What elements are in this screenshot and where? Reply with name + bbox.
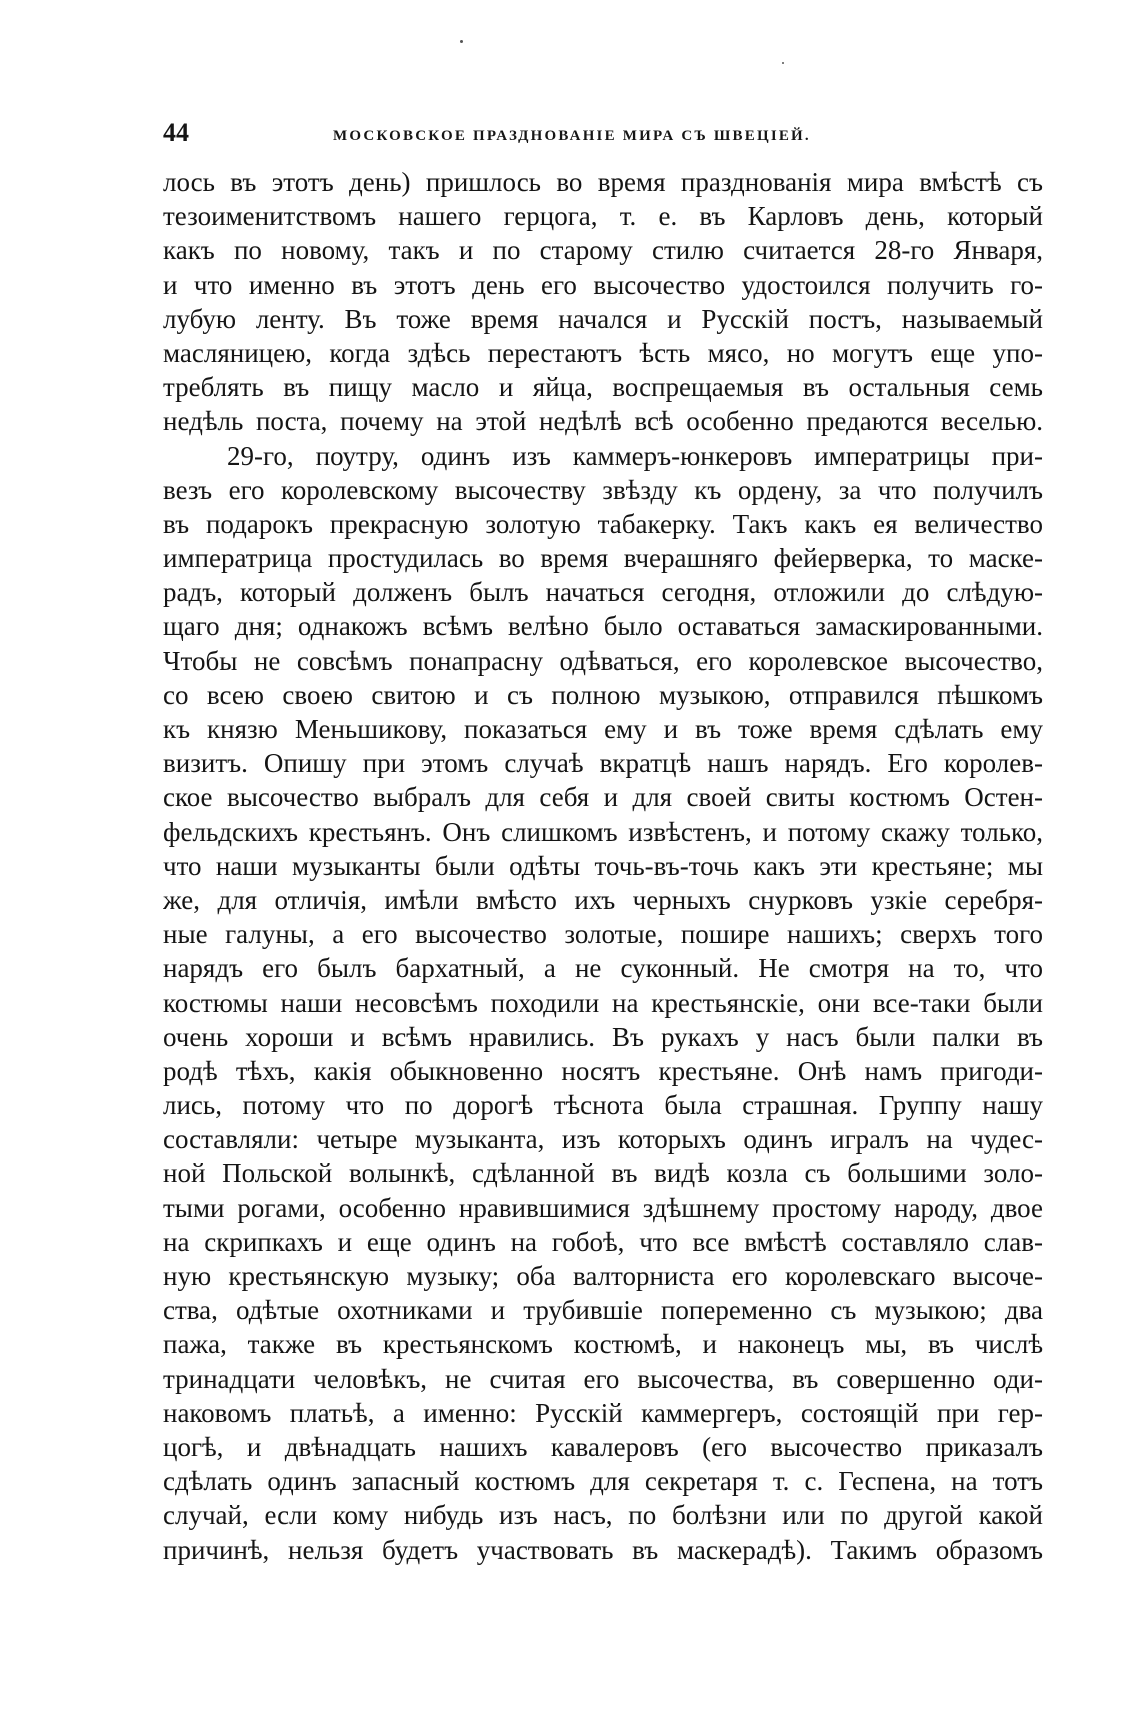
text-line: въ подарокъ прекрасную золотую табакерку. Такъ какъ ея величество <box>163 508 1043 539</box>
text-line: пажа, также въ крестьянскомъ костюмѣ, и наконецъ мы, въ числѣ <box>163 1329 1043 1360</box>
text-line: составляли: четыре музыканта, изъ которыхъ одинъ игралъ на чудес- <box>163 1124 1043 1155</box>
text-line: наковомъ платьѣ, а именно: Русскій каммергеръ, состоящій при гер- <box>163 1397 1043 1428</box>
text-line: на скрипкахъ и еще одинъ на гобоѣ, что все вмѣстѣ составляло слав- <box>163 1226 1043 1257</box>
running-title: МОСКОВСКОЕ ПРАЗДНОВАНІЕ МИРА СЪ ШВЕЦІЕЙ. <box>333 128 811 144</box>
text-line: тыми рогами, особенно нравившимися здѣшнему простому народу, двое <box>163 1192 1043 1223</box>
text-line: треблять въ пищу масло и яйца, воспрещаемыя въ остальныя семь <box>163 372 1043 403</box>
page-number: 44 <box>163 118 189 147</box>
text-line: къ князю Меньшикову, показаться ему и въ тоже время сдѣлать ему <box>163 714 1043 744</box>
ink-speck <box>460 40 463 43</box>
text-line: причинѣ, нельзя будетъ участвовать въ маскерадѣ). Такимъ образомъ <box>163 1534 1043 1565</box>
text-line: ское высочество выбралъ для себя и для своей свиты костюмъ Остен- <box>163 782 1043 813</box>
text-line: лись, потому что по дорогѣ тѣснота была страшная. Группу нашу <box>163 1090 1043 1121</box>
text-line: везъ его королевскому высочеству звѣзду къ ордену, за что получилъ <box>163 474 1043 505</box>
text-line: Чтобы не совсѣмъ понапрасну одѣваться, его королевское высочество, <box>163 645 1043 676</box>
text-line: родѣ тѣхъ, какія обыкновенно носятъ крестьяне. Онѣ намъ пригоди- <box>163 1055 1043 1086</box>
text-line: ства, одѣтые охотниками и трубившіе попеременно съ музыкою; два <box>163 1295 1043 1326</box>
text-line: ную крестьянскую музыку; оба валторниста его королевскаго высоче- <box>163 1261 1043 1291</box>
text-line: со всею своею свитою и съ полною музыкою, отправился пѣшкомъ <box>163 679 1043 710</box>
body-text <box>163 165 1043 1567</box>
text-line: недѣль поста, почему на этой недѣлѣ всѣ особенно предаются веселью. <box>163 406 1043 437</box>
text-line: цогѣ, и двѣнадцать нашихъ кавалеровъ (его высочество приказалъ <box>163 1431 1043 1462</box>
text-line: радъ, который долженъ былъ начаться сегодня, отложили до слѣдую- <box>163 577 1043 608</box>
page-header <box>163 118 973 152</box>
text-line: очень хороши и всѣмъ нравились. Въ рукахъ у насъ были палки въ <box>163 1021 1043 1052</box>
text-line: что наши музыканты были одѣты точь-въ-точь какъ эти крестьяне; мы <box>163 850 1043 881</box>
text-line: императрица простудилась во время вчерашняго фейерверка, то маске- <box>163 543 1043 574</box>
text-line: тезоименитствомъ нашего герцога, т. е. въ Карловъ день, который <box>163 201 1043 232</box>
text-line: сдѣлать одинъ запасный костюмъ для секретаря т. с. Геспена, на тотъ <box>163 1466 1043 1497</box>
text-line: лубую ленту. Въ тоже время начался и Русскій постъ, называемый <box>163 303 1043 334</box>
text-line: случай, если кому нибудь изъ насъ, по болѣзни или по другой какой <box>163 1500 1043 1531</box>
text-line: лось въ этотъ день) пришлось во время празднованія мира вмѣстѣ съ <box>163 167 1043 197</box>
text-line: масляницею, когда здѣсь перестаютъ ѣсть мясо, но могутъ еще упо- <box>163 337 1043 368</box>
text-line: костюмы наши несовсѣмъ походили на крестьянскіе, они все-таки были <box>163 987 1043 1018</box>
ink-speck <box>782 62 784 64</box>
text-line: и что именно въ этотъ день его высочество удостоился получить го- <box>163 269 1043 300</box>
text-line: ной Польской волынкѣ, сдѣланной въ видѣ козла съ большими золо- <box>163 1158 1043 1189</box>
text-line: же, для отличія, имѣли вмѣсто ихъ черныхъ снурковъ узкіе серебря- <box>163 884 1043 915</box>
text-line: щаго дня; однакожъ всѣмъ велѣно было оставаться замаскированными. <box>163 611 1043 642</box>
paragraph-start-line: 29-го, поутру, одинъ изъ каммеръ-юнкеровъ императрицы при- <box>227 440 1043 471</box>
text-line: ные галуны, а его высочество золотые, пошире нашихъ; сверхъ того <box>163 919 1043 950</box>
text-line: визитъ. Опишу при этомъ случаѣ вкратцѣ нашъ нарядъ. Его королев- <box>163 748 1043 779</box>
text-line: какъ по новому, такъ и по старому стилю считается 28-го Января, <box>163 235 1043 266</box>
text-line: фельдскихъ крестьянъ. Онъ слишкомъ извѣстенъ, и потому скажу только, <box>163 816 1043 847</box>
text-line: тринадцати человѣкъ, не считая его высочества, въ совершенно оди- <box>163 1363 1043 1394</box>
text-line: нарядъ его былъ бархатный, а не суконный. Не смотря на то, что <box>163 953 1043 984</box>
